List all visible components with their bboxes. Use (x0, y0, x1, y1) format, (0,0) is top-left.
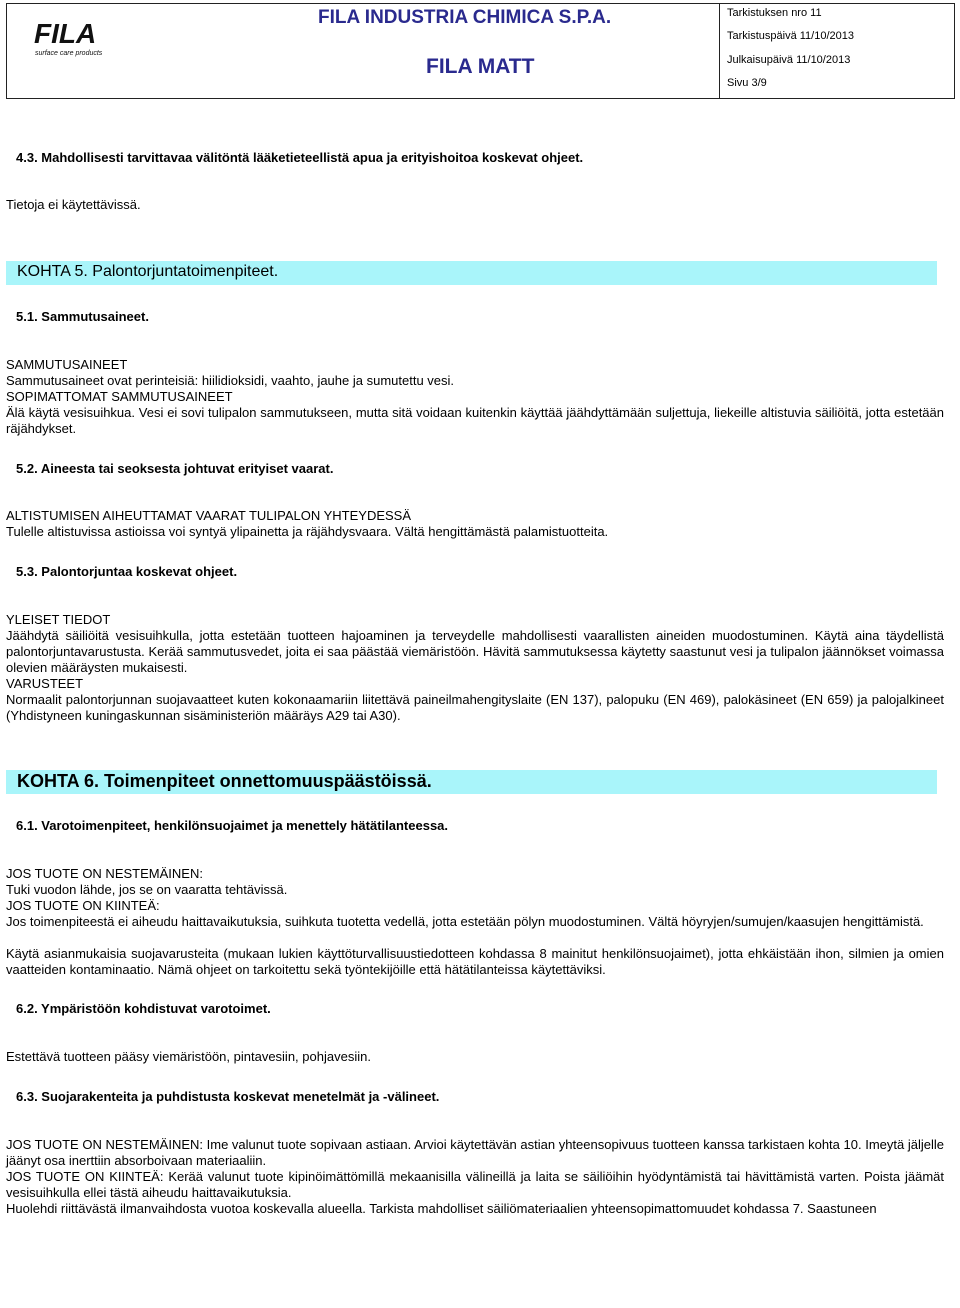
header-divider-rule (719, 3, 720, 99)
subsection-5-2-title: 5.2. Aineesta tai seoksesta johtuvat erityiset vaarat. (16, 461, 334, 476)
section-6-header (6, 770, 937, 794)
protective-equipment-text: Käytä asianmukaisia suojavarusteita (mukaan lukien käyttöturvallisuustiedotteen kohdassa 8 mainitut henkilönsuojaimet), jotta ehkäistään ihon, silmien ja omien vaatteiden kontaminaatio. Nämä ohjeet on tarkoitettu sekä työntekijöille että hätätilanteissa käytettäviksi. (6, 946, 944, 977)
subsection-6-2-title: 6.2. Ympäristöön kohdistuvat varotoimet. (16, 1001, 271, 1016)
subsection-6-3-title: 6.3. Suojarakenteita ja puhdistusta koskevat menetelmät ja -välineet. (16, 1089, 440, 1104)
header-left-rule (6, 3, 7, 99)
document-header (6, 3, 955, 99)
general-info-text: Jäähdytä säiliöitä vesisuihkulla, jotta estetään tuotteen hajoaminen ja terveydelle mahdollisesti vaarallisten aineiden muodostuminen. Käytä aina täydellistä palontorjuntavarustusta. Kerää sammutusvedet, joita ei saa päästää viemäristöön. Hävitä sammutuksessa käytetty saastunut vesi ja tulipalon jäännökset voimassa olevien määräysten mukaisesti. (6, 628, 944, 675)
environmental-precautions-text: Estettävä tuotteen pääsy viemäristöön, pintavesiin, pohjavesiin. (6, 1049, 371, 1064)
label-unsuitable-media: SOPIMATTOMAT SAMMUTUSAINEET (6, 389, 233, 404)
header-top-rule (6, 3, 955, 4)
subsection-5-3-title: 5.3. Palontorjuntaa koskevat ohjeet. (16, 564, 238, 579)
fila-logo (32, 17, 122, 57)
cleanup-liquid-text: JOS TUOTE ON NESTEMÄINEN: Ime valunut tuote sopivaan astiaan. Arvioi käytettävän astian yhteensopivuus tuotteen kanssa tarkistaen kohta 10. Imeytä jäljelle jäänyt osa inerttiin absorboivaan materiaaliin. (6, 1137, 944, 1168)
section-6-title: KOHTA 6. Toimenpiteet onnettomuuspäästöissä. (17, 771, 432, 791)
unsuitable-media-text: Älä käytä vesisuihkua. Vesi ei sovi tulipalon sammutukseen, mutta sitä voidaan kuitenkin käyttää jäähdyttämään suljettuja, liekeille altistuvia säiliöitä, jotta estetään räjähdykset. (6, 405, 944, 436)
publish-date: Julkaisupäivä 11/10/2013 (727, 54, 851, 66)
section-5-header (6, 261, 937, 285)
label-equipment: VARUSTEET (6, 676, 84, 691)
if-solid-text: Jos toimenpiteestä ei aiheudu haittavaikutuksia, suihkuta tuotetta vedellä, jotta estetään pölyn muodostuminen. Vältä höyryjen/sumujen/kaasujen hengittämistä. (6, 914, 924, 929)
label-extinguishing-media: SAMMUTUSAINEET (6, 357, 128, 372)
svg-text:FILA: FILA (34, 18, 97, 49)
label-general-info: YLEISET TIEDOT (6, 612, 111, 627)
subsection-5-1-title: 5.1. Sammutusaineet. (16, 309, 149, 324)
product-name: FILA MATT (426, 55, 535, 78)
page-number: Sivu 3/9 (727, 77, 767, 89)
subsection-4-3-title: 4.3. Mahdollisesti tarvittavaa välitöntä lääketieteellistä apua ja erityishoitoa koskevat ohjeet. (16, 150, 584, 165)
revision-number: Tarkistuksen nro 11 (727, 7, 822, 19)
ventilation-text: Huolehdi riittävästä ilmanvaihdosta vuotoa koskevalla alueella. Tarkista mahdolliset säiliömateriaalien yhteensopimattomuudet kohdassa 7. Saastuneen (6, 1201, 877, 1216)
company-name: FILA INDUSTRIA CHIMICA S.P.A. (318, 7, 612, 28)
revision-date: Tarkistuspäivä 11/10/2013 (727, 30, 854, 42)
label-fire-hazards: ALTISTUMISEN AIHEUTTAMAT VAARAT TULIPALON YHTEYDESSÄ (6, 508, 412, 523)
header-bottom-rule (6, 98, 955, 99)
header-right-rule (954, 3, 955, 99)
svg-text:surface care products: surface care products (35, 50, 103, 57)
label-if-liquid: JOS TUOTE ON NESTEMÄINEN: (6, 866, 203, 881)
subsection-4-3-text: Tietoja ei käytettävissä. (6, 197, 141, 212)
equipment-text: Normaalit palontorjunnan suojavaatteet kuten kokonaamariin liitettävä paineilmahengityslaite (EN 137), palopuku (EN 469), palokäsineet (EN 659) ja palojalkineet (Yhdistyneen kuningaskunnan sisäministeriön määräys A29 tai A30). (6, 692, 944, 723)
label-if-solid: JOS TUOTE ON KIINTEÄ: (6, 898, 160, 913)
cleanup-solid-text: JOS TUOTE ON KIINTEÄ: Kerää valunut tuote kipinöimättömillä mekaanisilla välineillä ja laita se säiliöihin hyödyntämistä tai hävittämistä varten. Poista jäämät vesisuihkulla ellei tästä aiheudu haittavaikutuksia. (6, 1169, 944, 1200)
extinguishing-media-text: Sammutusaineet ovat perinteisiä: hiilidioksidi, vaahto, jauhe ja sumutettu vesi. (6, 373, 455, 388)
fire-hazards-text: Tulelle altistuvissa astioissa voi syntyä ylipainetta ja räjähdysvaara. Vältä hengittämästä palamistuotteita. (6, 524, 609, 539)
section-5-title: KOHTA 5. Palontorjuntatoimenpiteet. (17, 263, 279, 280)
if-liquid-text: Tuki vuodon lähde, jos se on vaaratta tehtävissä. (6, 882, 288, 897)
subsection-6-1-title: 6.1. Varotoimenpiteet, henkilönsuojaimet ja menettely hätätilanteessa. (16, 818, 449, 833)
